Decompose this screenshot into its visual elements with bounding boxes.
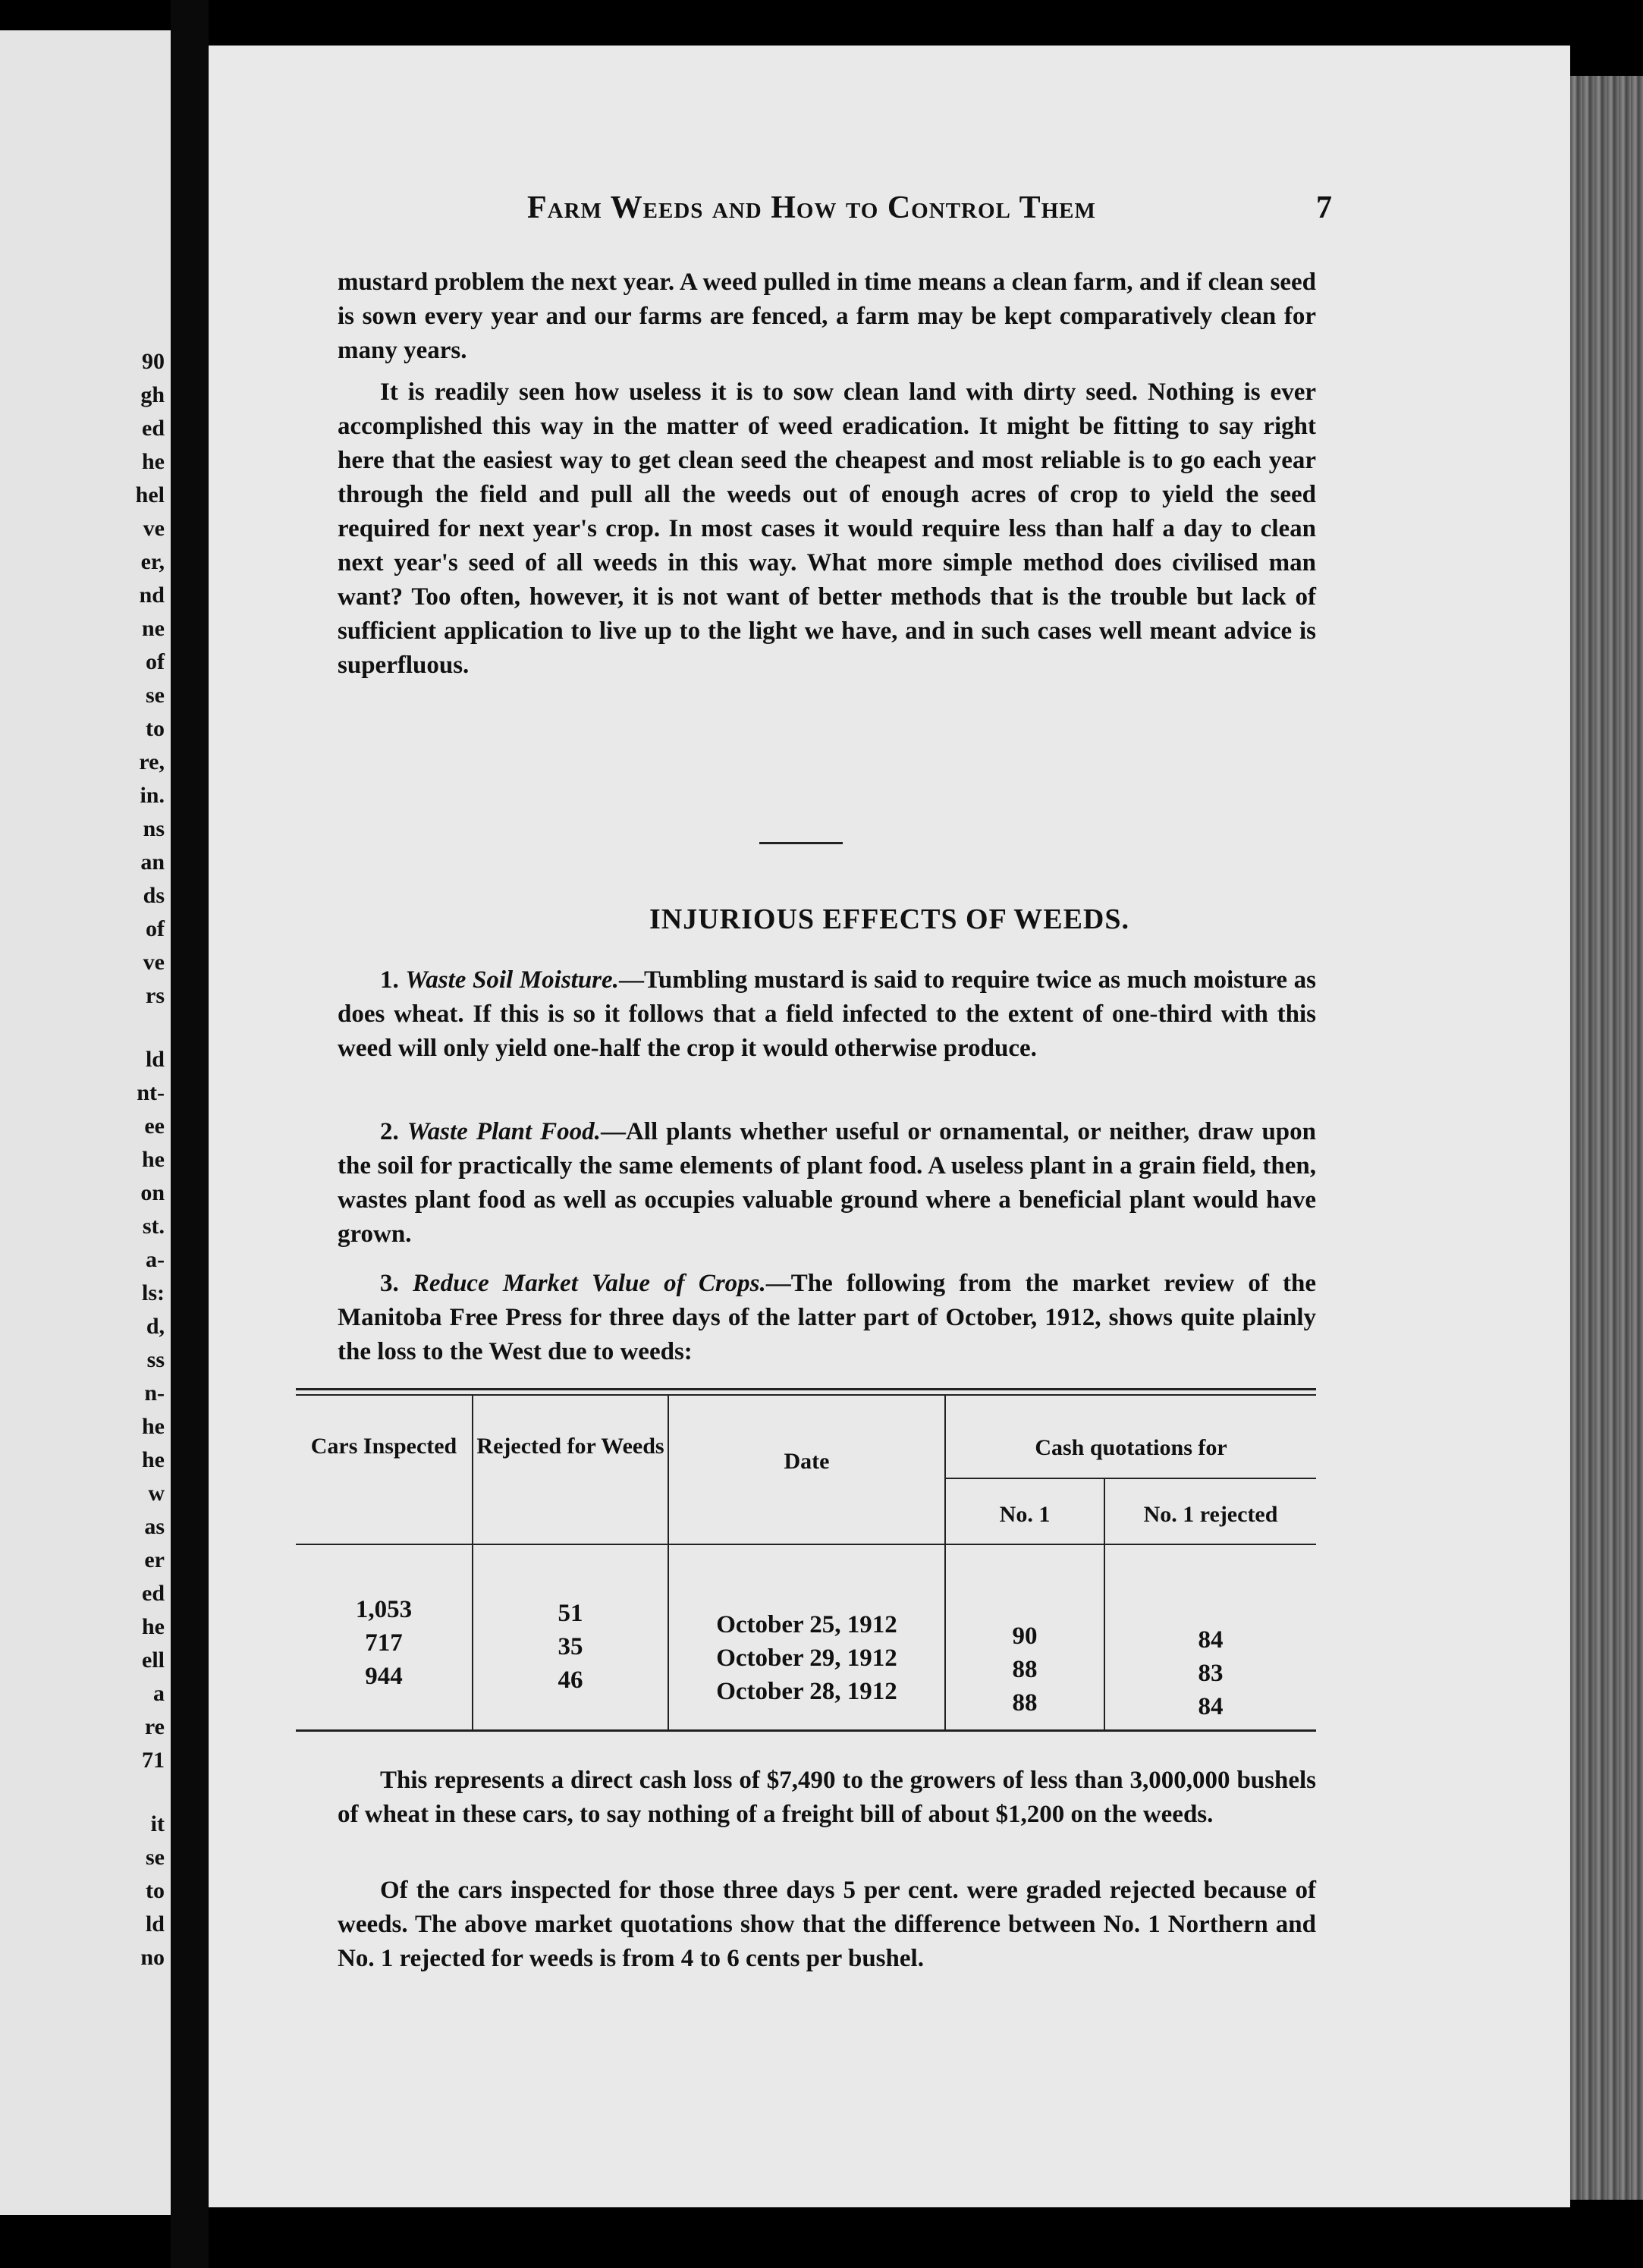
paragraph-2: It is readily seen how useless it is to sow clean land with dirty seed. Nothing is ever accomplished this way in the matter of weed eradication. It might be fitting to say right here that the easiest way to get clean seed the cheapest and most reliable is to go each year through the field and pull all the weeds out of enough acres of crop to yield the seed required for next year's crop. In most cases it would require less than half a day to clean next year's seed of all weeds in this way. What more simple method does civilised man want? Too often, however, it is not want of better methods that is the trouble but lack of sufficient application to live up to the light we have, and in such cases well meant advice is superfluous. [338,379,1316,679]
cell-cars: 944 [365,1663,403,1690]
column-cars [296,1593,472,1693]
cell-no1: 88 [1012,1656,1038,1683]
left-page-fragment: of [146,916,165,941]
cell-date: October 29, 1912 [716,1644,897,1672]
page-header [209,190,1570,235]
left-page-fragment: nt- [137,1080,165,1105]
item-waste-soil-moisture [338,963,1316,1066]
left-page-fragment: no [140,1945,165,1970]
left-page-fragment: he [142,449,165,474]
cell-date: October 25, 1912 [716,1611,897,1638]
left-page-fragment: n- [144,1381,165,1406]
cell-no1: 88 [1012,1689,1038,1717]
left-page-fragment: on [140,1180,165,1205]
left-page-fragment: ve [143,516,165,541]
column-no1 [946,1619,1104,1720]
section-divider [759,842,843,844]
left-page-fragment: gh [140,382,165,407]
left-page-fragment: ee [144,1114,165,1139]
page-edges [1570,76,1643,2200]
left-page-fragment: ss [146,1347,165,1372]
item-text: —The following from the market review of the Manitoba Free Press for three days of the latter part of October, 1912, shows quite plainly the loss to the West due to weeds: [338,1270,1316,1365]
left-page-fragment: w [148,1481,165,1506]
left-page-fragment: ed [142,416,165,441]
item-text: —All plants whether useful or ornamental, or neither, draw upon the soil for practically the same elements of plant food. A useless plant in a grain field, then, wastes plant food as well as occupies valuable ground where a beneficial plant would have grown. [338,1118,1316,1248]
cell-no1-rejected: 84 [1198,1626,1224,1654]
left-page-fragment: se [146,1845,165,1870]
item-number: 3. [380,1270,399,1297]
left-page-fragment: to [146,1878,165,1903]
left-page-fragment: it [150,1811,165,1836]
item-heading: Waste Soil Moisture. [405,966,619,994]
cash-subheader-rule [944,1478,1316,1479]
column-rejected [473,1597,668,1697]
left-page-fragment: he [142,1147,165,1172]
left-page-fragment: a [153,1681,165,1706]
paragraph-1: mustard problem the next year. A weed pulled in time means a clean farm, and if clean seed is sown every year and our farms are fenced, a farm may be kept comparatively clean for many years. [338,269,1316,364]
left-page-fragment: re, [139,749,165,774]
header-rejected-for-weeds: Rejected for Weeds [476,1434,664,1459]
left-page-fragment: ne [142,616,165,641]
left-page-fragment: 90 [142,349,165,374]
running-title: Farm Weeds and How to Control Them [527,190,1096,225]
left-page-fragment: nd [139,583,165,608]
cell-rejected: 51 [558,1600,583,1627]
left-page-fragment: ed [142,1581,165,1606]
header-bottom-rule [296,1544,1316,1545]
item-reduce-market-value [338,1267,1316,1369]
item-waste-plant-food [338,1115,1316,1252]
cell-rejected: 35 [558,1633,583,1660]
cell-no1-rejected: 84 [1198,1693,1224,1720]
left-page-fragment: a- [146,1247,165,1272]
cell-no1: 90 [1012,1622,1038,1650]
left-page-fragment: se [146,683,165,708]
market-table [296,1388,1316,1740]
table-bottom-rule [296,1729,1316,1732]
column-date [669,1608,944,1708]
cell-date: October 28, 1912 [716,1678,897,1705]
left-page [0,30,171,2215]
left-page-fragment: rs [146,983,165,1008]
book-gutter [171,0,209,2268]
item-number: 2. [380,1118,399,1145]
left-page-fragment: he [142,1447,165,1472]
left-page-fragment: er [144,1547,165,1572]
closing-paragraph-2: Of the cars inspected for those three days 5 per cent. were graded rejected because of weeds. The above market quotations show that the difference between No. 1 Northern and No. 1 rejected for weeds is from 4 to 6 cents per bushel. [338,1877,1316,1972]
left-page-fragment: ls: [142,1280,165,1305]
left-page-fragment: of [146,649,165,674]
item-number: 1. [380,966,399,994]
page-number: 7 [1316,190,1332,225]
item-text: —Tumbling mustard is said to require twice as much moisture as does wheat. If this is so it follows that a field infected to the extent of one-third with this weed will only yield one-half the crop it would otherwise produce. [338,966,1317,1062]
left-page-fragment: to [146,716,165,741]
column-no1-rejected [1105,1623,1316,1723]
left-page-fragment: st. [142,1214,165,1239]
left-page-fragment: ds [143,883,165,908]
cell-rejected: 46 [558,1666,583,1694]
left-page-fragment: ns [143,816,165,841]
left-page-fragment: ell [142,1648,165,1673]
table-top-rule-inner [296,1394,1316,1396]
left-page-fragment: he [142,1414,165,1439]
left-page-fragment: ld [145,1047,165,1072]
header-cars-inspected: Cars Inspected [310,1434,457,1459]
cell-cars: 1,053 [355,1596,413,1623]
header-no1-rejected: No. 1 rejected [1143,1502,1278,1527]
table-top-rule [296,1388,1316,1390]
left-page-fragment: ld [145,1911,165,1937]
book-page [209,46,1570,2207]
section-title: INJURIOUS EFFECTS OF WEEDS. [649,903,1129,935]
header-cash-quotations: Cash quotations for [1035,1435,1227,1460]
header-date: Date [784,1449,830,1474]
closing-paragraph-1: This represents a direct cash loss of $7,490 to the growers of less than 3,000,000 bushels of wheat in these cars, to say nothing of a freight bill of about $1,200 on the weeds. [338,1767,1316,1828]
left-page-fragment: hel [135,482,165,507]
left-page-fragment: 71 [142,1748,165,1773]
left-page-fragment: an [140,850,165,875]
item-heading: Waste Plant Food. [407,1118,601,1145]
cell-no1-rejected: 83 [1198,1660,1224,1687]
left-page-fragment: he [142,1614,165,1639]
left-page-fragment: er, [140,549,165,574]
header-no1: No. 1 [999,1502,1051,1527]
cell-cars: 717 [365,1629,403,1657]
left-page-fragment: as [144,1514,165,1539]
left-page-fragment: d, [146,1314,165,1339]
left-page-fragment: ve [143,950,165,975]
left-page-fragment: in. [140,783,165,808]
item-heading: Reduce Market Value of Crops. [412,1270,766,1297]
left-page-fragment: re [144,1714,165,1739]
